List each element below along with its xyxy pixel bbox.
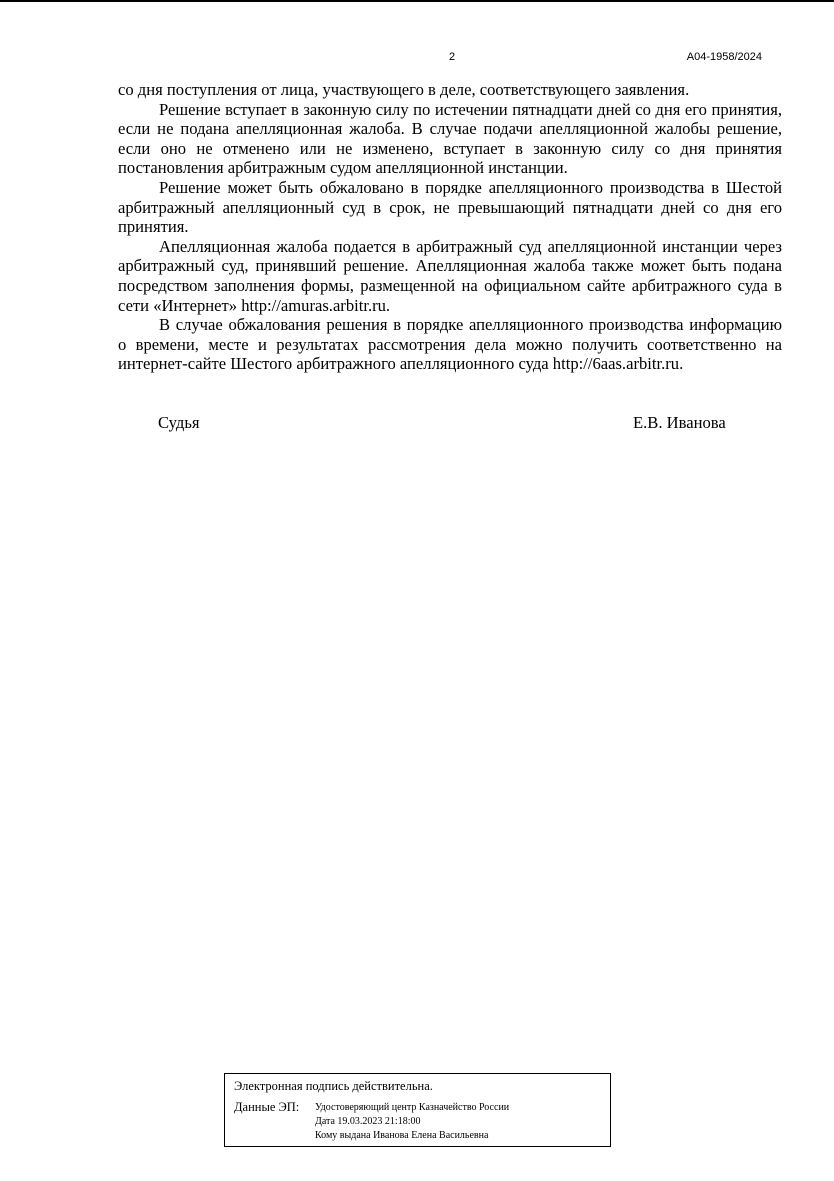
e-signature-stamp — [224, 1073, 611, 1147]
e-signature-issued-to: Кому выдана Иванова Елена Васильевна — [315, 1130, 489, 1141]
paragraph-appeal-right: Решение может быть обжаловано в порядке апелляционного производства в Шестой арбитражный апелляционный суд в срок, не превышающий пятнадцати дней со дня его принятия. — [118, 177, 782, 237]
paragraph-continuation: со дня поступления от лица, участвующего в деле, соответствующего заявления. — [118, 80, 690, 99]
page-number: 2 — [449, 51, 456, 63]
document-body — [118, 80, 782, 374]
case-number: А04-1958/2024 — [686, 51, 762, 63]
judge-title: Судья — [158, 413, 200, 432]
e-signature-details — [315, 1101, 509, 1143]
e-signature-issuer: Удостоверяющий центр Казначейство России — [315, 1102, 510, 1113]
e-signature-valid-text: Электронная подпись действительна. — [234, 1079, 433, 1093]
paragraph-entry-into-force: Решение вступает в законную силу по истечении пятнадцати дней со дня его принятия, если не подана апелляционная жалоба. В случае подачи апелляционной жалобы решение, если оно не отменено или не изменено, вступает в законную силу со дня принятия постановления арбитражным судом апелляционной инстанции. — [118, 99, 782, 178]
paragraph-appeal-info: В случае обжалования решения в порядке апелляционного производства информацию о времени, месте и результатах рассмотрения дела можно получить соответственно на интернет-сайте Шестого арбитражного апелляционного суда http://6aas.arbitr.ru. — [118, 315, 782, 374]
paragraph-appeal-filing: Апелляционная жалоба подается в арбитражный суд апелляционной инстанции через арбитражный суд, принявший решение. Апелляционная жалоба также может быть подана посредством заполнения формы, размещенной на официальном сайте арбитражного суда в сети «Интернет» http://amuras.arbitr.ru. — [118, 236, 782, 315]
judge-name: Е.В. Иванова — [633, 413, 726, 432]
top-border-line — [0, 0, 834, 2]
e-signature-data-label: Данные ЭП: — [234, 1100, 300, 1114]
e-signature-date: Дата 19.03.2023 21:18:00 — [315, 1116, 421, 1127]
